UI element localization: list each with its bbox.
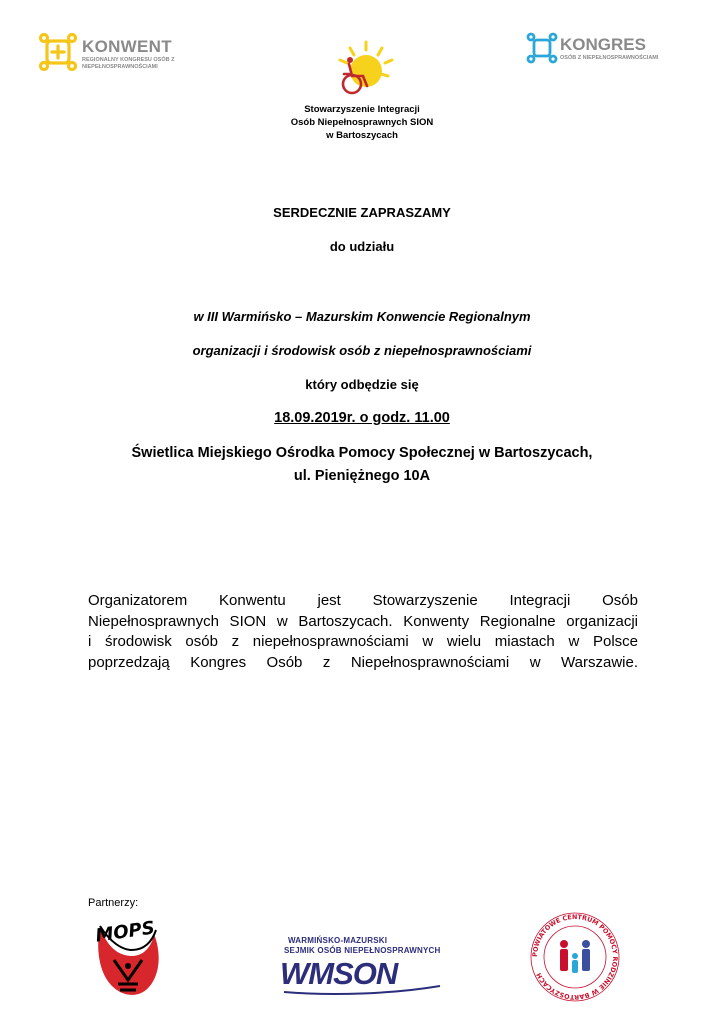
event-title-line-2: organizacji i środowisk osób z niepełnosprawnościami bbox=[192, 343, 532, 358]
paragraph-line: Organizatorem Konwentu jest Stowarzyszenie Integracji Osób bbox=[88, 592, 638, 609]
wmson-logo bbox=[276, 926, 448, 998]
wmson-wordmark: WMSON bbox=[280, 956, 398, 991]
sion-sun-wheelchair-logo bbox=[330, 40, 396, 100]
organization-line-2: Osób Niepełnosprawnych SION bbox=[290, 117, 434, 128]
konwent-wordmark: KONWENT bbox=[82, 37, 172, 56]
kongres-logo bbox=[526, 30, 686, 70]
mops-logo bbox=[92, 916, 164, 1000]
organization-line-1: Stowarzyszenie Integracji bbox=[304, 104, 420, 115]
event-venue-line-1: Świetlica Miejskiego Ośrodka Pomocy Społecznej w Bartoszycach, bbox=[131, 445, 593, 461]
event-when-intro: który odbędzie się bbox=[305, 377, 419, 392]
konwent-subtitle: REGIONALNY KONGRESU OSÓB Z NIEPEŁNOSPRAWNOŚCIAMI bbox=[82, 57, 175, 70]
pcpr-ring-text: POWIATOWE CENTRUM POMOCY RODZINIE W BARTOSZYCACH bbox=[530, 912, 620, 1002]
konwent-logo bbox=[38, 30, 188, 76]
family-figures-icon bbox=[560, 940, 590, 973]
event-date-time bbox=[0, 410, 724, 426]
invitation-subheading: do udziału bbox=[329, 239, 395, 254]
pcpr-logo bbox=[528, 910, 622, 1004]
kongres-emblem-icon bbox=[526, 32, 558, 64]
invitation-heading: SERDECZNIE ZAPRASZAMY bbox=[273, 205, 451, 220]
paragraph-line: poprzedzają Kongres Osób z Niepełnosprawnościami w Warszawie. bbox=[88, 653, 638, 671]
wmson-swoosh-icon bbox=[282, 984, 442, 996]
wmson-subtitle-line-2: SEJMIK OSÓB NIEPEŁNOSPRAWNYCH bbox=[284, 946, 441, 955]
organizer-paragraph bbox=[88, 591, 638, 673]
event-date-time-text: 18.09.2019r. o godz. 11.00 bbox=[274, 410, 450, 426]
organization-name bbox=[0, 103, 724, 142]
paragraph-line: Niepełnosprawnych SION w Bartoszycach. Konwenty Regionalne organizacji bbox=[88, 612, 638, 630]
wmson-subtitle-line-1: WARMIŃSKO-MAZURSKI bbox=[288, 936, 388, 945]
event-venue-line-2: ul. Pieniężnego 10A bbox=[293, 468, 431, 484]
event-title-line-1: w III Warmińsko – Mazurskim Konwencie Regionalnym bbox=[193, 309, 531, 324]
konwent-emblem-icon bbox=[38, 32, 78, 72]
partners-label: Partnerzy: bbox=[88, 897, 139, 909]
kongres-subtitle: OSÓB Z NIEPEŁNOSPRAWNOŚCIAMI bbox=[560, 55, 659, 61]
paragraph-line: i środowisk osób z niepełnosprawnościami w wielu miastach w Polsce bbox=[88, 633, 638, 650]
kongres-wordmark: KONGRES bbox=[560, 35, 646, 54]
organization-line-3: w Bartoszycach bbox=[326, 130, 398, 141]
mops-wordmark: MOPS bbox=[94, 917, 157, 947]
